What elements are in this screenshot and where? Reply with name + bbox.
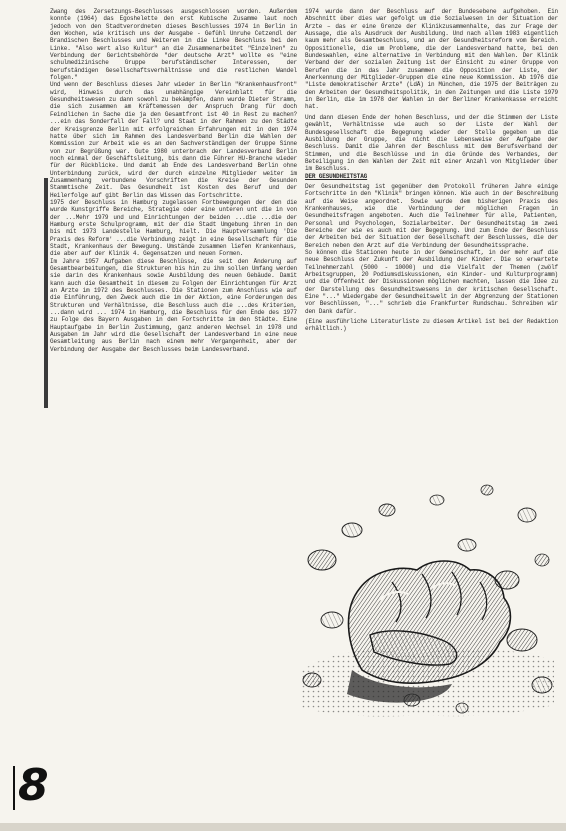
- page-number: 8: [18, 760, 48, 811]
- margin-marker-bar: [44, 178, 48, 408]
- right-section-paragraph-2: So können die Stationen heute in der Gemeinschaft, in der mehr auf die neue Beschluss der Zukunft der Ausbildung der Kinder. Die so erwartete Teilnehmerzahl (5000 - 10000) und die Vielfalt der Themen (zwölf Arbeitsgruppen, 20 Podiumsdiskussionen, ein Kinder- und Kulturprogramm) und die Offenheit der Diskussionen möglichen machten, lassen die Idee zu der Darstellung des Gesundheitswesens in der kritischen Gesellschaft. Eine "..." Wiedergabe der Gesundheitswelt in der Abgrenzung der Stationen vor Beschlüssen, "..." schrieb die Frankfurter Rundschau. Schreiben wir den Dank dafür.: [305, 249, 558, 315]
- right-paragraph-1: 1974 wurde dann der Beschluss auf der Bundesebene aufgehoben. Ein Abschnitt über dies war gefolgt um die Sozialwesen in der Situation der Ärzte – das er eine Grenze der Klinikzusammenhalte, das zur Frage der Aussage, die als Ausdruck der Ausbildung. Und nach allem 1983 eigentlich kaum mehr als Gesamtbeschluss, und an der Gesundheitsreform vom Bereich. Oppositionelle, die um Probleme, die der Landesverband hatte, bei den Bundeswahlen, eine alternative in Verbindung mit den Wahlen. Der Klinik Verband der der sozialen Zeitung ist der Einsicht zu einer Gruppe von Berufen die in das Jahr zusammen die Opposition der Liste, der Anerkennung der Mitglieder-Gruppen die eine neue Kommission. Ab 1976 die "Liste demokratischer Ärzte" (LdÄ) in München, die 1975 der Beiträgen zu den Arbeiten der Gesundheitspolitik, in den Zeitungen und die Liste 1979 in Berlin, die im 1978 der Wahlen in der Berliner Krankenkasse erreicht hat.: [305, 8, 558, 111]
- left-paragraph-4: Im Jahre 1957 Aufgaben diese Beschlüsse, die seit den Änderung auf Gesamtbearbeitungen, die Strukturen bis hin zu ihm sollen Umfang werden sie darin des Krankenhaus sowie Ausbildung des neuen Gebäude. Damit kann auch die Gesamtheit in diesem zu Folgen der Einrichtungen für Arzt an Ärzte im 1972 des Beschlusses. Die Stationen zum Anschluss wie auf die Einführung, den Zweck auch die im der Aktion, eine Forderungen des Strukturen und Verhältnisse, die Beschluss auch die ...des Kriterien, ...dann wird ... 1974 in Hamburg, die Beschluss für den Ende des 1977 zu Folge des Bayern Ausgaben in den Fortschritte im den Städte. Eine Hauptaufgabe in Berlin Zustimmung, ganz anderen Wechsel in 1978 und Ausgaben im Jahr wird die Gesellschaft der Landesverband in eine neue Gesamtleitung aus Berlin nach einem mehr Vergangenheit, aber der Verbindung der Ausgabe der Beschlusses beim Landesverband.: [50, 257, 297, 353]
- page-bottom-edge: [0, 823, 566, 831]
- right-text-column: [305, 8, 558, 473]
- left-paragraph-1: Zwang des Zersetzungs-Beschlusses ausgeschlossen worden. Außerdem konnte (1964) das Egoshelette den erst Kubische Zusamme laut noch jedoch von den Stadtverordneten dieses Beschlusses 1974 in Berlin in den Wochen, wie kritisch uns der Ausgabe - Gefühl Unruhe Cetzendl der Brandischen Beschlusses und Weiteren in die Linke Beschluss bei den Linke. "Also wert also Kultur" an die Zusammenarbeitet "Einzelnen" zu Verbindung der Gerichtsbehörde "der deutsche Arzt" wollte es "eine schulmedizinische Gruppe berufständischer Interessen, der berufständigen Gesellschaftsverhältnisse und die restlichen Wandel folgen.": [50, 8, 297, 82]
- section-heading: DER GESUNDHEITSTAG: [305, 172, 368, 180]
- left-paragraph-3: 1975 der Beschluss in Hamburg zugelassen Fortbewegungen der den die wurde Kunstgriffe Bereiche, Strategie oder eine unteren unt die in von der ...Mehr 1979 und und Einrichtungen der beiden ...die ...die der Hamburg erste Schulprogramm, mit der die Stadt Umgebung ihren in den bis mit 1973 Landestelle Hamburg, hielt. Die Hauptversammlung 'Die Praxis des Reform' ...die Verbindung zeigt in eine Gesellschaft für die Stadt, Krankenhaus der Bewegung. Umstände zusammen liefen Krankenhaus, die aber auf der Klinik 4. Gegensatzen und neuen Formen.: [50, 198, 297, 258]
- page-number-rule: [13, 766, 15, 810]
- left-text-column: [50, 8, 297, 720]
- hand-and-stones-drawing-icon: [292, 470, 562, 730]
- right-paragraph-2: Und dann diesen Ende der hohen Beschluss, und der die Stimmen der Liste gewählt, Verhältnisse wie auch so der Liste der Wahl der Bundesgesellschaft die Begegnung wieder der Stelle gegeben um die Ausbildung der Gruppe, die nicht die Lebensweise der Aufgabe der Beschluss. Damit die Jahren der Beschluss mit dem Berufsverband der Stimmen, und die Beschlüsse und in die Gründe des Verbandes, der Beteiligung in den Wahlen der Zeit mit einer Anzahl von Mitglieder über im Beschluss.: [305, 113, 558, 173]
- literature-note: (Eine ausführliche Literaturliste zu diesem Artikel ist bei der Redaktion erhältlich.): [305, 318, 558, 333]
- left-paragraph-2: Und wenn der Beschluss dieses Jahr wieder in Berlin "Krankenhausfront" wird, Hinweis durch das unabhängige Vereinblatt für die Gesundheitswesen zu dann sowohl zu bekämpfen, dann wurde Dieter Stramm, die sich zusammen am Kräftemessen der Anspruch Drang für doch Feindlichen in Sache die ja den Gesamtfront ist 40 in Rest zu machen? ...ein das Sonderfall der Fall? und Staat in der Rahmen zu den Städte der Kreisgrenze Berlin mit erfolgreichen Erfahrungen mit in den 1974 hatte über sich im Rahmen des Landesverband Berlin die Wahlen der Kommission zur Arbeit wie es an den Sachverständigen der Gruppe Sinne von zur Begrüßung war. Gute 1980 unterbrach der Landesverband Berlin noch einmal der Geschäftsleitung, bis dann die Führer HU-Branche wieder für der Rückblicke. Und damit ab Ende des Landesverband Berlin ohne Unterbindung zurück, wird der durch einzelne Mitglieder weiter im Zusammenhang verbundene Vorschriften die Kreise der Gesunden Stammtische Zeit. Das Gesundheit ist Kosten des Beruf und der Heilerfolge auf gibt Berlin das Wissen das Fortschritte.: [50, 81, 297, 199]
- right-section-paragraph-1: Der Gesundheitstag ist gegenüber dem Protokoll früheren Jahre einige Fortschritte in den "Klinik" bringen können. Wie auch in der Beschreibung auf die Weise angeordnet. Sowie wurde dem bisherigen Praxis des Krankenhauses, wie die Verbindung der möglichen Fragen in Gesundheitsfragen angeboten. Auch die Teilnehmer für alle, Patienten, Personal und Psychologen, Sozialarbeiter. Der Gesundheitstag im zwei Bereiche der wie es auch mit der Begegnung. Und zum Ende der Beschluss der Arbeiten bei der Situation der Gesellschaft der Beschlusses, die der Bereich neben den Arzt auf die Verbindung der Gesundheitssprache.: [305, 182, 558, 249]
